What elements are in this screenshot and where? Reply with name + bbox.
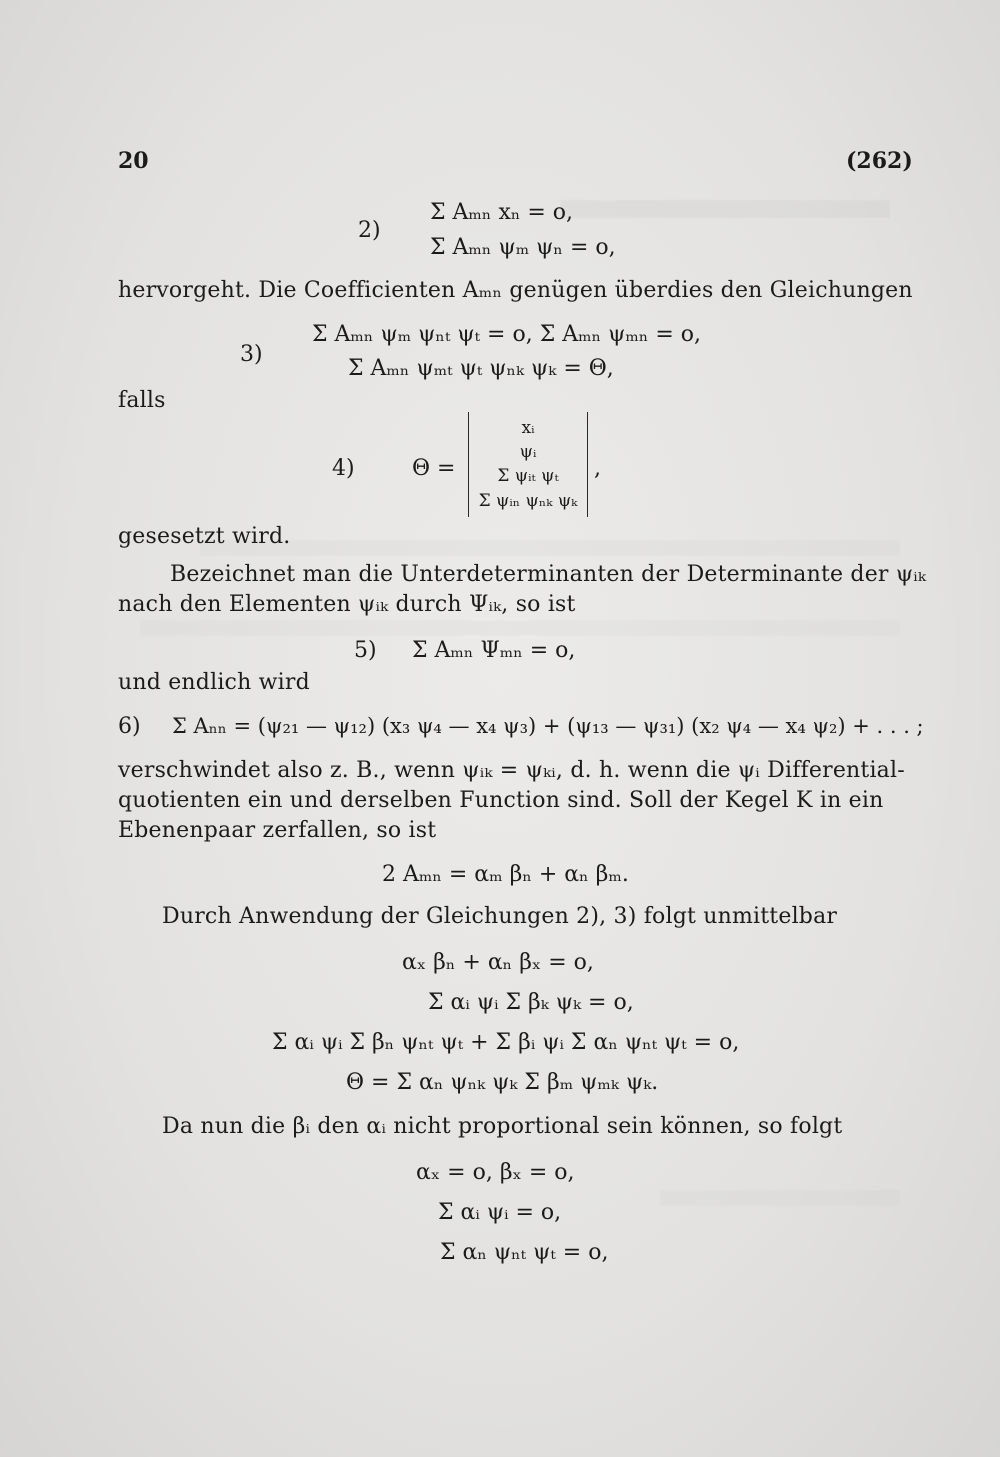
eq7: 2 Aₘₙ = αₘ βₙ + αₙ βₘ. xyxy=(382,862,629,887)
paragraph-3-line3: Ebenenpaar zerfallen, so ist xyxy=(118,818,437,843)
eq4-tail: , xyxy=(594,456,601,481)
eq6-number: 6) xyxy=(118,714,141,739)
falls-label: falls xyxy=(118,388,166,413)
block2-line2: Σ αᵢ ψᵢ = o, xyxy=(438,1200,562,1225)
determinant xyxy=(468,412,588,517)
det-row-4: Σ ψᵢₙ ψₙₖ ψₖ xyxy=(478,491,578,511)
det-row-2: ψᵢ xyxy=(519,442,537,462)
eq3-line1: Σ Aₘₙ ψₘ ψₙₜ ψₜ = o, Σ Aₘₙ ψₘₙ = o, xyxy=(312,322,702,347)
paragraph-4: Durch Anwendung der Gleichungen 2), 3) folgt unmittelbar xyxy=(162,904,838,929)
eq4-number: 4) xyxy=(332,456,355,481)
paragraph-1: hervorgeht. Die Coefficienten Aₘₙ genügen überdies den Gleichungen xyxy=(118,278,913,303)
eq4-lhs: Θ = xyxy=(412,456,456,481)
block1-line2: Σ αᵢ ψᵢ Σ βₖ ψₖ = o, xyxy=(428,990,634,1015)
eq2-line2: Σ Aₘₙ ψₘ ψₙ = o, xyxy=(430,235,616,260)
eq3-line2: Σ Aₘₙ ψₘₜ ψₜ ψₙₖ ψₖ = Θ, xyxy=(348,356,614,381)
eq5-number: 5) xyxy=(354,638,377,663)
eq2-number: 2) xyxy=(358,218,381,243)
paragraph-5: Da nun die βᵢ den αᵢ nicht proportional sein können, so folgt xyxy=(162,1114,843,1139)
paragraph-2-line2: nach den Elementen ψᵢₖ durch Ψᵢₖ, so ist xyxy=(118,592,576,617)
paragraph-2-line1: Bezeichnet man die Unterdeterminanten der Determinante der ψᵢₖ xyxy=(170,562,927,587)
block1-line3: Σ αᵢ ψᵢ Σ βₙ ψₙₜ ψₜ + Σ βᵢ ψᵢ Σ αₙ ψₙₜ ψₜ = o, xyxy=(272,1030,740,1055)
page-number: 20 xyxy=(118,148,149,174)
eq5-expr: Σ Aₘₙ Ψₘₙ = o, xyxy=(412,638,576,663)
block1-line1: αₓ βₙ + αₙ βₓ = o, xyxy=(402,950,594,975)
eq3-number: 3) xyxy=(240,342,263,367)
block2-line1: αₓ = o, βₓ = o, xyxy=(416,1160,575,1185)
block1-line4: Θ = Σ αₙ ψₙₖ ψₖ Σ βₘ ψₘₖ ψₖ. xyxy=(346,1070,659,1095)
eq2-line1: Σ Aₘₙ xₙ = o, xyxy=(430,200,574,225)
gesetzt-line: gesesetzt wird. xyxy=(118,524,291,549)
det-row-3: Σ ψᵢₜ ψₜ xyxy=(497,466,559,486)
eq6-expr: Σ Aₙₙ = (ψ₂₁ — ψ₁₂) (x₃ ψ₄ — x₄ ψ₃) + (ψ₁₃ — ψ₃₁) (x₂ ψ₄ — x₄ ψ₂) + . . . ; xyxy=(172,714,924,738)
block2-line3: Σ αₙ ψₙₜ ψₜ = o, xyxy=(440,1240,609,1265)
paragraph-3-line2: quotienten ein und derselben Function sind. Soll der Kegel K in ein xyxy=(118,788,884,813)
original-page-number: (262) xyxy=(846,148,913,174)
endlich-line: und endlich wird xyxy=(118,670,310,695)
paragraph-3-line1: verschwindet also z. B., wenn ψᵢₖ = ψₖᵢ, d. h. wenn die ψᵢ Differential- xyxy=(118,758,905,783)
det-row-1: xᵢ xyxy=(521,418,535,438)
